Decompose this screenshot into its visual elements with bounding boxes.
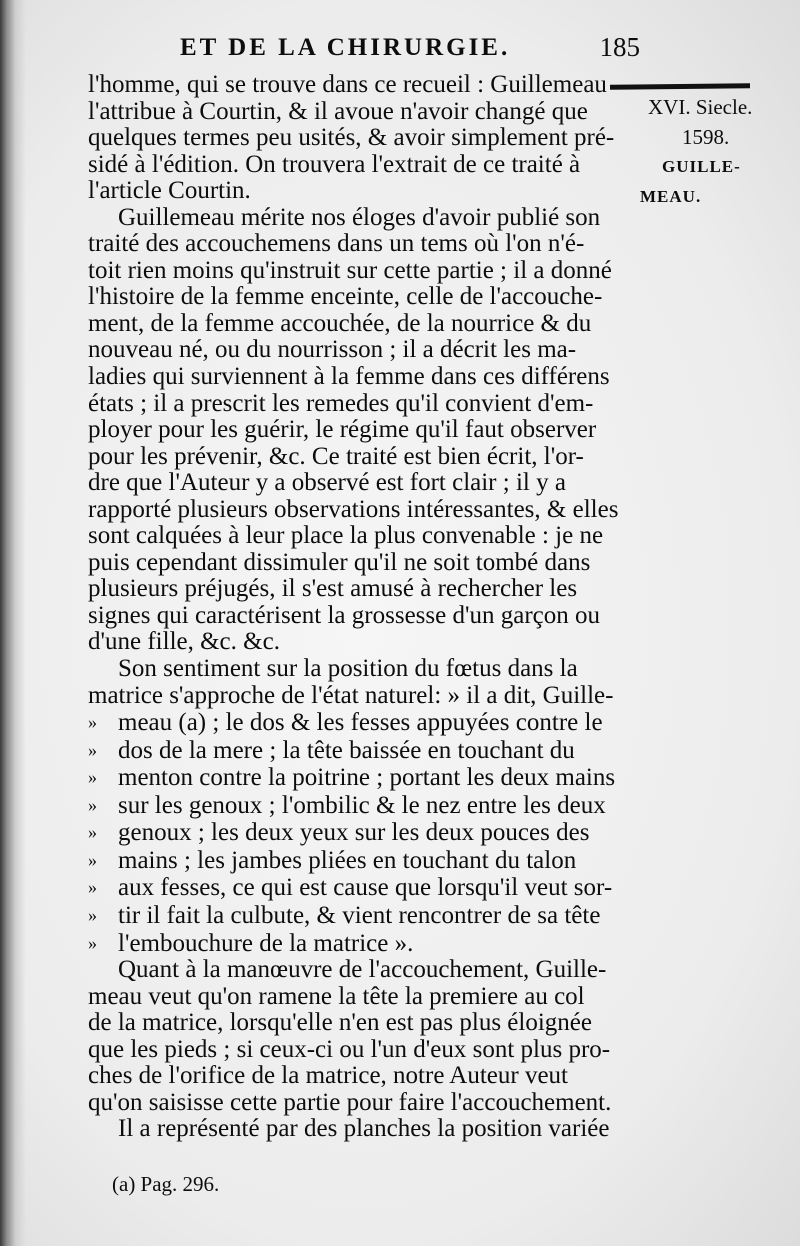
text-line: Quant à la manœuvre de l'accouchement, Guille- xyxy=(118,956,607,984)
text-line: l'article Courtin. xyxy=(88,177,251,205)
quoted-text: aux fesses, ce qui est cause que lorsqu'il veut sor- xyxy=(118,874,613,902)
quote-mark: » xyxy=(88,712,97,733)
quote-mark: » xyxy=(88,794,97,815)
quoted-line xyxy=(88,764,638,792)
quoted-text: sur les genoux ; l'ombilic & le nez entre les deux xyxy=(118,791,606,819)
quoted-text: menton contre la poitrine ; portant les deux mains xyxy=(118,764,616,792)
quoted-line xyxy=(88,902,638,930)
text-line: ches de l'orifice de la matrice, notre Auteur veut xyxy=(88,1062,568,1090)
quoted-line xyxy=(88,819,638,847)
text-line: l'attribue à Courtin, & il avoue n'avoir changé que xyxy=(88,97,588,125)
quoted-line xyxy=(88,737,638,765)
text-line: l'homme, qui se trouve dans ce recueil : Guillemeau xyxy=(88,71,607,98)
text-line: ment, de la femme accouchée, de la nourrice & du xyxy=(88,309,592,337)
text-line: matrice s'approche de l'état naturel: » il a dit, Guille- xyxy=(88,681,614,709)
footnote: (a) Pag. 296. xyxy=(112,1172,220,1196)
text-line: nouveau né, ou du nourrisson ; il a décrit les ma- xyxy=(88,336,577,364)
quote-mark: » xyxy=(88,932,97,953)
page-header xyxy=(180,30,640,64)
text-line: meau veut qu'on ramene la tête la premiere au col xyxy=(88,982,585,1010)
quoted-text: dos de la mere ; la tête baissée en touchant du xyxy=(118,736,575,764)
text-line: pour les prévenir, &c. Ce traité est bien écrit, l'or- xyxy=(88,442,584,470)
margin-century: XVI. Siecle. xyxy=(648,95,753,119)
quoted-text: tir il fait la culbute, & vient rencontrer de sa tête xyxy=(118,901,601,929)
running-title: ET DE LA CHIRURGIE. xyxy=(180,34,511,61)
quote-mark: » xyxy=(88,767,97,788)
text-line: Guillemeau mérite nos éloges d'avoir publié son xyxy=(118,203,601,231)
margin-year: 1598. xyxy=(682,125,730,149)
quoted-line xyxy=(88,847,638,875)
quoted-text: meau (a) ; le dos & les fesses appuyées contre le xyxy=(118,709,603,737)
quote-mark: » xyxy=(88,739,97,760)
margin-author-line1: GUILLE- xyxy=(662,157,741,176)
text-line: états ; il a prescrit les remedes qu'il convient d'em- xyxy=(88,389,594,417)
text-line: toit rien moins qu'instruit sur cette partie ; il a donné xyxy=(88,256,612,284)
quote-mark: » xyxy=(88,877,97,898)
text-line: puis cependant dissimuler qu'il ne soit tombé dans xyxy=(88,548,591,576)
text-line: l'histoire de la femme enceinte, celle de l'accouche- xyxy=(88,283,603,311)
text-line: signes qui caractérisent la grossesse d'un garçon ou xyxy=(88,601,600,629)
quoted-text: l'embouchure de la matrice ». xyxy=(118,929,414,957)
margin-notes xyxy=(640,92,790,212)
text-line: dre que l'Auteur y a observé est fort clair ; il y a xyxy=(88,469,566,497)
text-line: d'une fille, &c. &c. xyxy=(88,628,280,656)
text-line: Son sentiment sur la position du fœtus dans la xyxy=(118,655,578,683)
quote-mark: » xyxy=(88,904,97,925)
text-line: sont calquées à leur place la plus convenable : je ne xyxy=(88,522,604,550)
page-number: 185 xyxy=(599,32,640,62)
quote-mark: » xyxy=(88,822,97,843)
text-line: traité des accouchemens dans un tems où l'on n'é- xyxy=(88,230,585,258)
body-text xyxy=(88,72,638,1143)
text-line: Il a représenté par des planches la position variée xyxy=(118,1115,610,1143)
text-line: de la matrice, lorsqu'elle n'en est pas plus éloignée xyxy=(88,1009,592,1037)
text-line: quelques termes peu usités, & avoir simplement pré- xyxy=(88,124,615,152)
quoted-text: genoux ; les deux yeux sur les deux pouces des xyxy=(118,819,590,847)
text-line: qu'on saisisse cette partie pour faire l'accouchement. xyxy=(88,1088,612,1116)
text-line: sidé à l'édition. On trouvera l'extrait de ce traité à xyxy=(88,150,581,178)
margin-author-line2: MEAU. xyxy=(640,187,702,206)
quoted-line xyxy=(88,874,638,902)
quoted-line xyxy=(88,709,638,737)
quote-mark: » xyxy=(88,849,97,870)
quoted-line xyxy=(88,930,638,958)
text-line: rapporté plusieurs observations intéressantes, & elles xyxy=(88,495,619,523)
quoted-text: mains ; les jambes pliées en touchant du talon xyxy=(118,846,577,874)
text-line: ployer pour les guérir, le régime qu'il faut observer xyxy=(88,416,597,444)
book-spine-shadow xyxy=(0,0,26,1246)
quoted-line xyxy=(88,792,638,820)
text-line: que les pieds ; si ceux-ci ou l'un d'eux sont plus pro- xyxy=(88,1035,611,1063)
text-line: plusieurs préjugés, il s'est amusé à rechercher les xyxy=(88,575,578,603)
text-line: ladies qui surviennent à la femme dans ces différens xyxy=(88,363,610,391)
